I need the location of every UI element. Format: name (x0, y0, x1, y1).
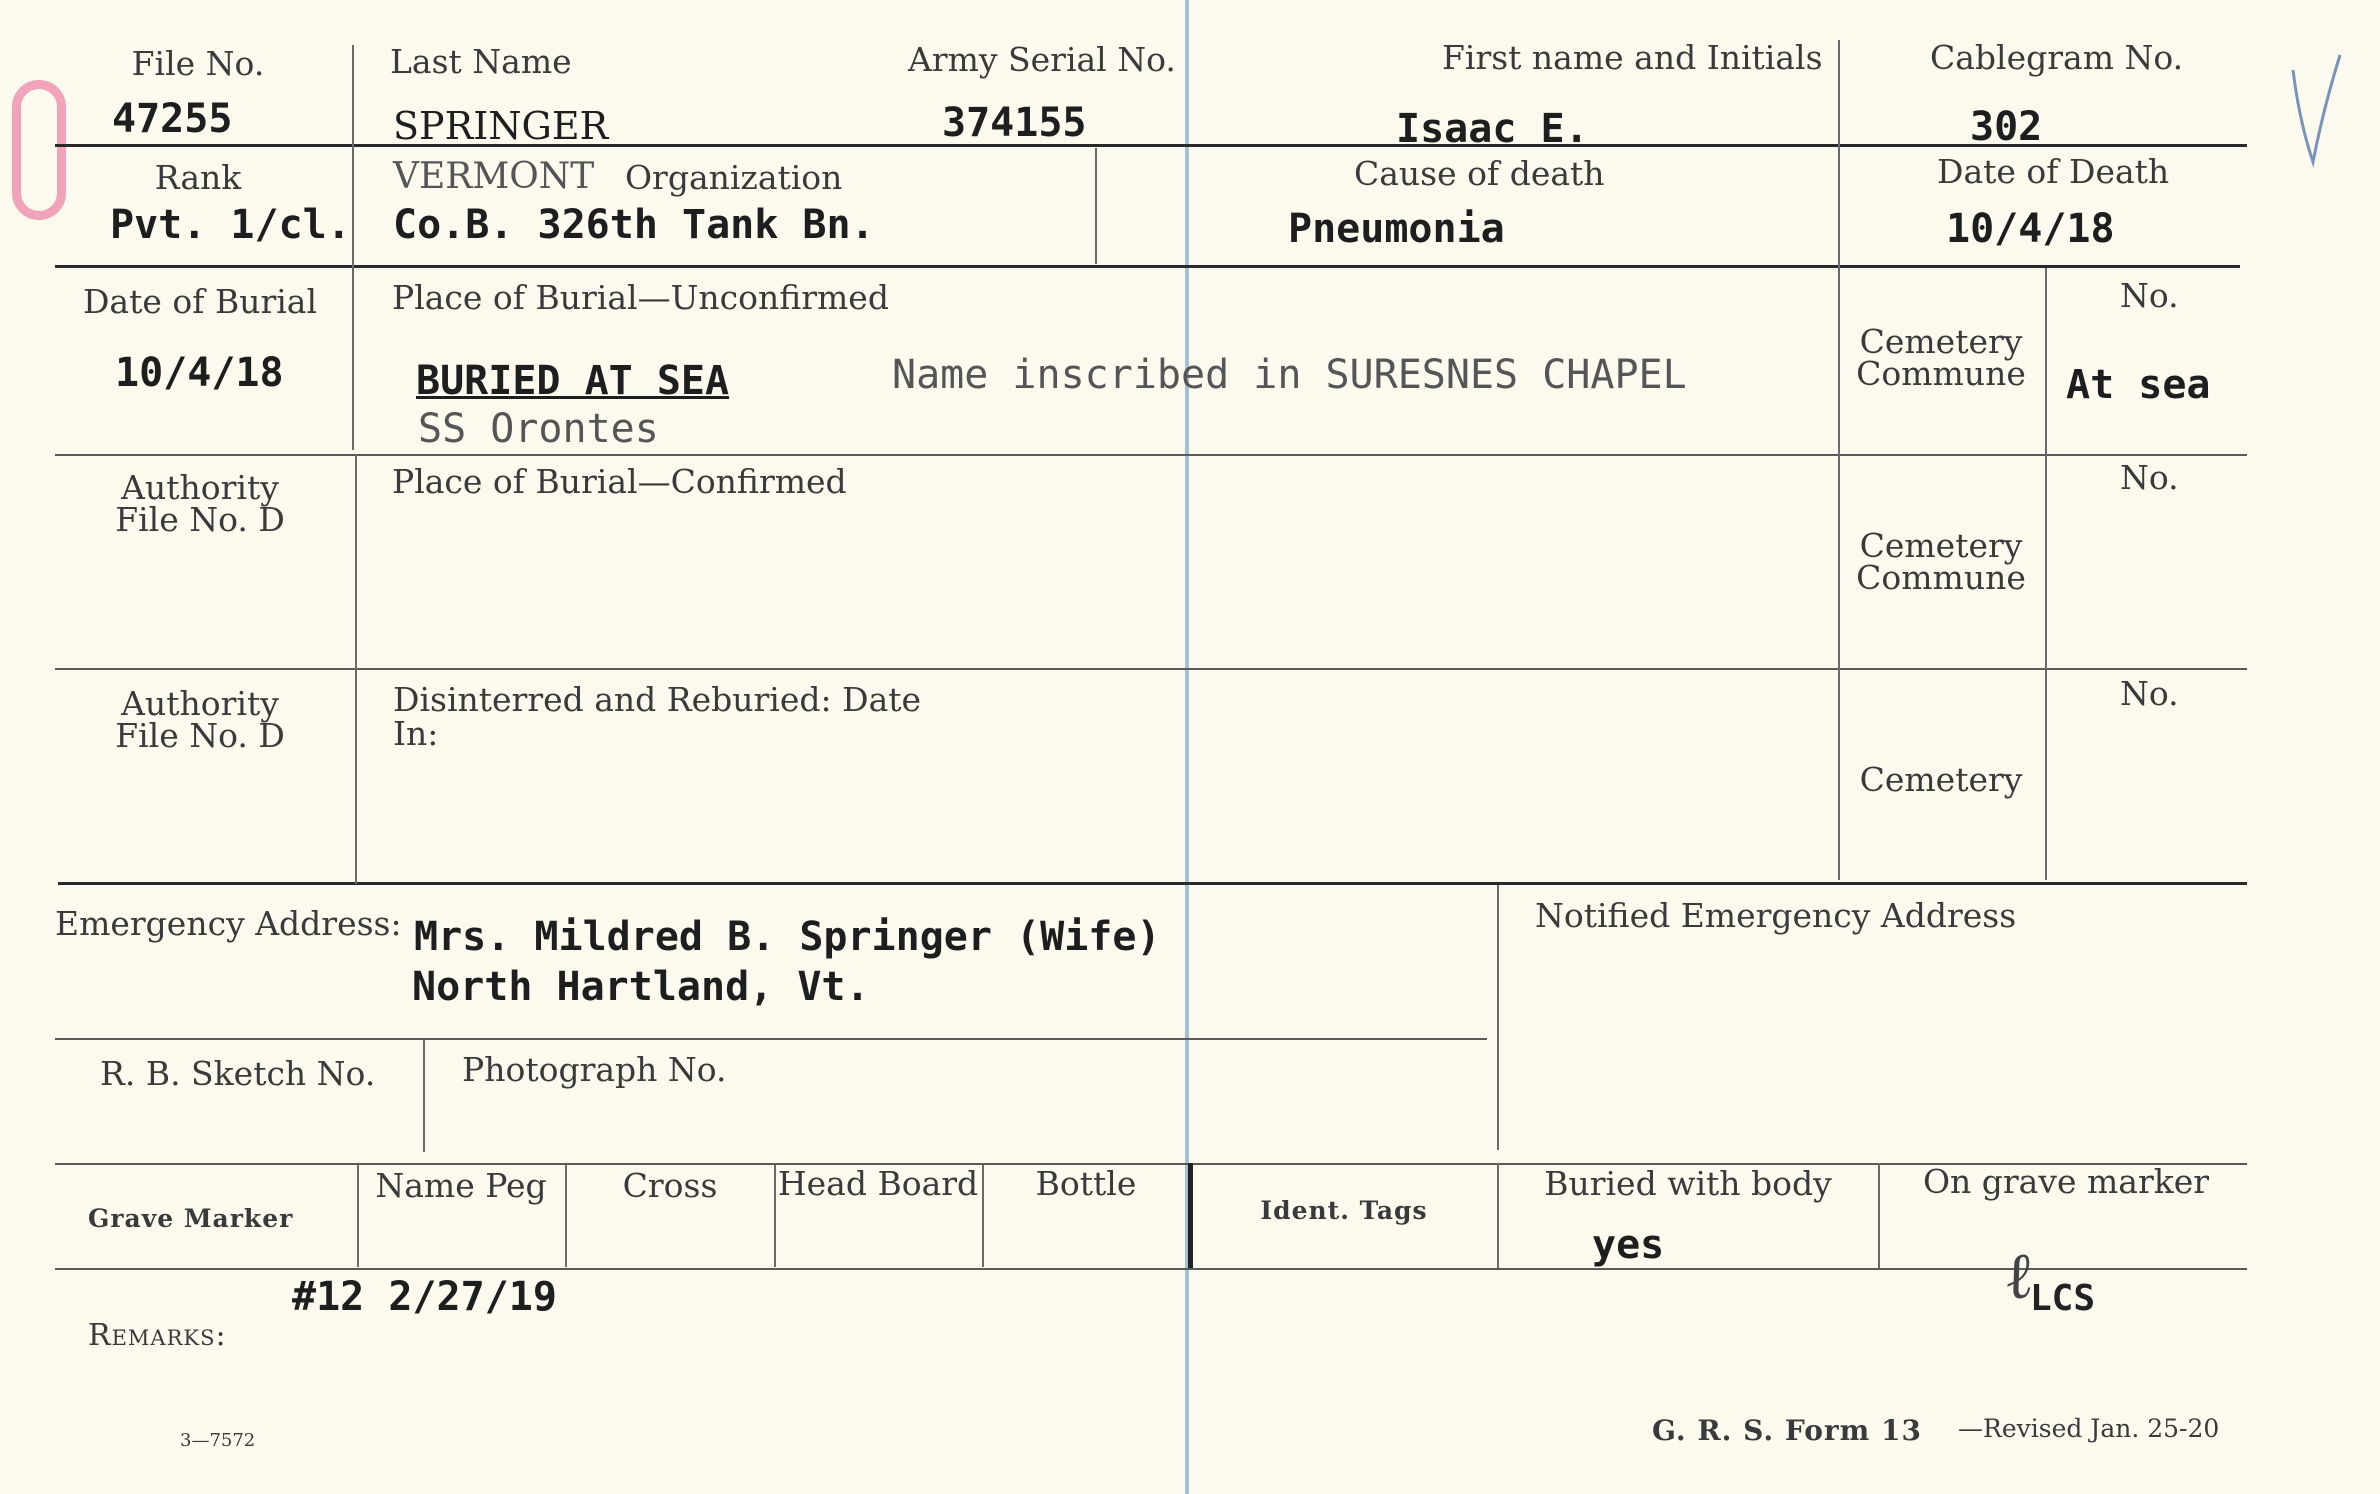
form-revised: —Revised Jan. 25-20 (1958, 1414, 2220, 1443)
rule-4 (55, 668, 2247, 670)
rule-1 (55, 144, 2247, 147)
commune-label-1: Commune (1856, 354, 2026, 393)
rank-value: Pvt. 1/cl. (110, 202, 351, 248)
first-name-value: Isaac E. (1396, 106, 1589, 152)
cemetery-label-2: Cemetery (1859, 526, 2023, 565)
no-label-1: No. (2120, 276, 2179, 315)
vrule-f (1497, 885, 1499, 1150)
rule-2 (55, 265, 2240, 268)
buried-with-body-label: Buried with body (1544, 1164, 1832, 1203)
organization-value: Co.B. 326th Tank Bn. (393, 202, 875, 248)
no-label-3: No. (2120, 674, 2179, 713)
last-name-label: Last Name (390, 42, 572, 81)
date-of-death-label: Date of Death (1937, 152, 2170, 191)
initials-value: LCS (2030, 1278, 2096, 1319)
cause-of-death-label: Cause of death (1354, 154, 1605, 193)
rule-5 (58, 882, 2247, 885)
no-label-2: No. (2120, 458, 2179, 497)
grave-marker-label: Grave Marker (88, 1204, 294, 1233)
file-no-label: File No. (131, 44, 265, 83)
authority-label-1b: File No. D (115, 500, 285, 539)
check-mark-icon (2285, 50, 2345, 170)
last-name-value: SPRINGER (393, 104, 609, 148)
authority-label-2b: File No. D (115, 716, 285, 755)
ident-tags-label: Ident. Tags (1260, 1196, 1428, 1225)
emergency-address-label: Emergency Address: (55, 904, 402, 943)
vrule-j (774, 1165, 776, 1267)
inscription-value: Name inscribed in SURESNES CHAPEL (892, 352, 1687, 398)
notified-emergency-label: Notified Emergency Address (1535, 896, 2017, 935)
organization-label: Organization (625, 158, 843, 197)
file-no-value: 47255 (112, 96, 233, 142)
vrule-l (1188, 1163, 1193, 1268)
form-name: G. R. S. Form 13 (1652, 1414, 1923, 1447)
date-of-burial-label: Date of Burial (82, 282, 318, 321)
cemetery-label-3: Cemetery (1859, 760, 2023, 799)
disinterred-label: Disinterred and Reburied: Date (393, 680, 922, 719)
emergency-address-line2: North Hartland, Vt. (412, 964, 870, 1010)
state-value: VERMONT (393, 156, 595, 197)
place-unconfirmed-value: BURIED AT SEA (416, 358, 730, 404)
cause-of-death-value: Pneumonia (1288, 206, 1505, 252)
emergency-address-line1: Mrs. Mildred B. Springer (Wife) (414, 914, 1161, 960)
cablegram-label: Cablegram No. (1930, 38, 2184, 77)
rule-7 (55, 1163, 2247, 1165)
cablegram-value: 302 (1970, 104, 2043, 150)
vrule-n (1878, 1163, 1880, 1268)
ship-value: SS Orontes (418, 406, 659, 452)
head-board-label: Head Board (777, 1164, 979, 1203)
date-of-death-value: 10/4/18 (1946, 206, 2115, 252)
vrule-k (982, 1165, 984, 1267)
pink-stamp-mark (12, 80, 66, 220)
vrule-i (565, 1165, 567, 1267)
date-of-burial-value: 10/4/18 (115, 350, 284, 396)
rank-label: Rank (154, 158, 242, 197)
print-code: 3—7572 (180, 1430, 256, 1451)
remarks-value: #12 2/27/19 (292, 1274, 557, 1320)
no-value-1: At sea (2066, 362, 2211, 408)
vrule-d (1838, 40, 1840, 880)
remarks-label: Remarks: (88, 1318, 227, 1353)
place-unconfirmed-label: Place of Burial—Unconfirmed (392, 278, 889, 317)
rb-sketch-label: R. B. Sketch No. (100, 1054, 376, 1093)
name-peg-label: Name Peg (375, 1166, 547, 1205)
on-grave-marker-label: On grave marker (1922, 1162, 2210, 1201)
place-confirmed-label: Place of Burial—Confirmed (392, 462, 847, 501)
rule-3 (55, 454, 2247, 456)
vrule-g (423, 1040, 425, 1152)
reburied-in-label: In: (393, 714, 439, 753)
first-name-label: First name and Initials (1442, 38, 1823, 77)
authority-label-1a: Authority (121, 468, 279, 507)
rule-8 (55, 1268, 2247, 1270)
rule-6 (55, 1038, 1487, 1040)
bottle-label: Bottle (1035, 1164, 1137, 1203)
handwritten-signature: ℓ (1999, 1238, 2037, 1316)
vrule-c (1095, 148, 1097, 264)
authority-label-2a: Authority (121, 684, 279, 723)
vrule-b (355, 454, 357, 884)
photograph-label: Photograph No. (462, 1050, 727, 1089)
vrule-e (2045, 268, 2047, 880)
vrule-h (357, 1165, 359, 1267)
cemetery-label-1: Cemetery (1859, 322, 2023, 361)
army-serial-label: Army Serial No. (908, 40, 1176, 79)
vrule-a (352, 45, 354, 450)
commune-label-2: Commune (1856, 558, 2026, 597)
vrule-m (1497, 1163, 1499, 1268)
cross-label: Cross (622, 1166, 718, 1205)
army-serial-value: 374155 (942, 100, 1087, 146)
buried-with-body-value: yes (1592, 1222, 1665, 1268)
